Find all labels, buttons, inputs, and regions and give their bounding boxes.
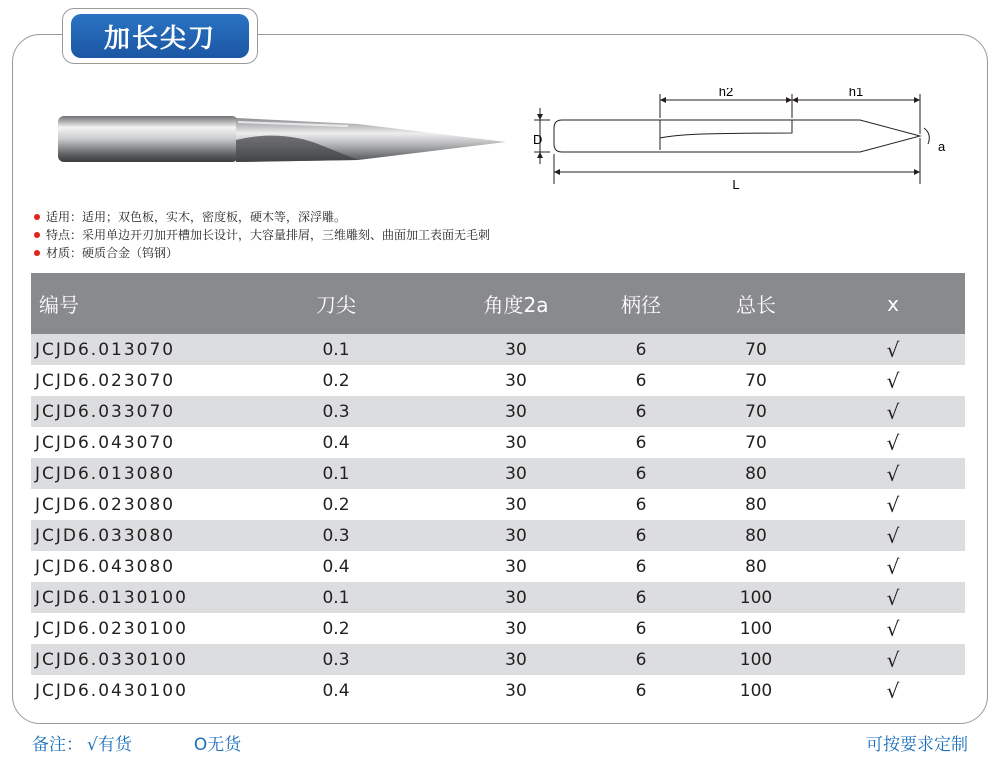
cell-availability: √ xyxy=(821,489,965,520)
cell-code: JCJD6.0430100 xyxy=(31,675,231,706)
out-of-stock-legend: O无货 xyxy=(193,735,242,755)
table-header-row xyxy=(31,273,965,334)
cell-code: JCJD6.033080 xyxy=(31,520,231,551)
cell-tip: 0.1 xyxy=(231,334,441,365)
cell-shank: 6 xyxy=(591,551,691,582)
table-row xyxy=(31,644,965,675)
cell-code: JCJD6.043070 xyxy=(31,427,231,458)
cell-availability: √ xyxy=(821,520,965,551)
info-item-features: 特点：采用单边开刃加开槽加长设计，大容量排屑，三维雕刻、曲面加工表面无毛刺 xyxy=(34,226,490,244)
cell-angle: 30 xyxy=(441,675,591,706)
header-shank: 柄径 xyxy=(591,273,691,334)
label-D: D xyxy=(533,132,543,147)
cell-length: 70 xyxy=(691,365,821,396)
cell-code: JCJD6.0230100 xyxy=(31,613,231,644)
cell-angle: 30 xyxy=(441,489,591,520)
bullet-icon xyxy=(34,232,40,238)
cell-availability: √ xyxy=(821,675,965,706)
cell-tip: 0.1 xyxy=(231,458,441,489)
cell-length: 80 xyxy=(691,551,821,582)
cell-angle: 30 xyxy=(441,365,591,396)
label-h2: h2 xyxy=(718,88,734,99)
label-h1: h1 xyxy=(848,88,864,99)
cell-shank: 6 xyxy=(591,644,691,675)
custom-order-note: 可按要求定制 xyxy=(866,735,968,755)
cell-angle: 30 xyxy=(441,613,591,644)
cell-angle: 30 xyxy=(441,334,591,365)
cell-shank: 6 xyxy=(591,334,691,365)
page-title: 加长尖刀 xyxy=(71,14,249,58)
cell-tip: 0.3 xyxy=(231,644,441,675)
cell-code: JCJD6.013070 xyxy=(31,334,231,365)
tool-schematic xyxy=(530,88,960,198)
table-row xyxy=(31,613,965,644)
cell-angle: 30 xyxy=(441,551,591,582)
cell-code: JCJD6.023080 xyxy=(31,489,231,520)
table-row xyxy=(31,396,965,427)
cell-tip: 0.4 xyxy=(231,551,441,582)
cell-tip: 0.2 xyxy=(231,613,441,644)
bullet-icon xyxy=(34,250,40,256)
table-row xyxy=(31,427,965,458)
table-row xyxy=(31,365,965,396)
note-label: 备注： xyxy=(32,735,83,755)
cell-length: 100 xyxy=(691,613,821,644)
info-item-usage: 适用：适用；双色板，实木，密度板，硬木等，深浮雕。 xyxy=(34,208,490,226)
title-tab xyxy=(62,8,258,64)
cell-tip: 0.4 xyxy=(231,427,441,458)
cell-angle: 30 xyxy=(441,520,591,551)
cell-length: 100 xyxy=(691,675,821,706)
tool-photo xyxy=(58,112,512,168)
cell-availability: √ xyxy=(821,334,965,365)
cell-shank: 6 xyxy=(591,396,691,427)
cell-tip: 0.3 xyxy=(231,520,441,551)
cell-shank: 6 xyxy=(591,675,691,706)
cell-angle: 30 xyxy=(441,427,591,458)
table-row xyxy=(31,489,965,520)
cell-length: 70 xyxy=(691,427,821,458)
cell-shank: 6 xyxy=(591,489,691,520)
cell-tip: 0.2 xyxy=(231,489,441,520)
header-availability: x xyxy=(821,273,965,334)
table-row xyxy=(31,551,965,582)
info-item-material: 材质：硬质合金（钨钢） xyxy=(34,244,490,262)
cell-code: JCJD6.0130100 xyxy=(31,582,231,613)
table-row xyxy=(31,520,965,551)
table-row xyxy=(31,458,965,489)
header-length: 总长 xyxy=(691,273,821,334)
cell-availability: √ xyxy=(821,365,965,396)
cell-shank: 6 xyxy=(591,582,691,613)
cell-tip: 0.1 xyxy=(231,582,441,613)
header-code: 编号 xyxy=(31,273,231,334)
table-row xyxy=(31,334,965,365)
cell-length: 100 xyxy=(691,644,821,675)
label-a: a xyxy=(938,139,946,154)
cell-code: JCJD6.023070 xyxy=(31,365,231,396)
footer-legend xyxy=(32,730,245,755)
cell-availability: √ xyxy=(821,427,965,458)
cell-angle: 30 xyxy=(441,644,591,675)
cell-availability: √ xyxy=(821,458,965,489)
cell-length: 80 xyxy=(691,489,821,520)
cell-shank: 6 xyxy=(591,613,691,644)
cell-shank: 6 xyxy=(591,458,691,489)
cell-length: 80 xyxy=(691,520,821,551)
cell-code: JCJD6.013080 xyxy=(31,458,231,489)
cell-tip: 0.2 xyxy=(231,365,441,396)
cell-length: 100 xyxy=(691,582,821,613)
cell-shank: 6 xyxy=(591,365,691,396)
cell-availability: √ xyxy=(821,582,965,613)
table-row xyxy=(31,675,965,706)
cell-availability: √ xyxy=(821,613,965,644)
cell-availability: √ xyxy=(821,551,965,582)
cell-code: JCJD6.0330100 xyxy=(31,644,231,675)
in-stock-legend: √有货 xyxy=(87,735,132,755)
cell-length: 80 xyxy=(691,458,821,489)
cell-availability: √ xyxy=(821,396,965,427)
info-list xyxy=(34,208,490,262)
cell-tip: 0.3 xyxy=(231,396,441,427)
header-tip: 刀尖 xyxy=(231,273,441,334)
cell-code: JCJD6.033070 xyxy=(31,396,231,427)
cell-shank: 6 xyxy=(591,427,691,458)
header-angle: 角度2a xyxy=(441,273,591,334)
cell-code: JCJD6.043080 xyxy=(31,551,231,582)
cell-length: 70 xyxy=(691,396,821,427)
table-row xyxy=(31,582,965,613)
cell-shank: 6 xyxy=(591,520,691,551)
cell-angle: 30 xyxy=(441,458,591,489)
cell-length: 70 xyxy=(691,334,821,365)
bullet-icon xyxy=(34,214,40,220)
spec-table xyxy=(31,273,965,706)
label-L: L xyxy=(732,177,740,192)
cell-angle: 30 xyxy=(441,396,591,427)
cell-availability: √ xyxy=(821,644,965,675)
cell-angle: 30 xyxy=(441,582,591,613)
cell-tip: 0.4 xyxy=(231,675,441,706)
